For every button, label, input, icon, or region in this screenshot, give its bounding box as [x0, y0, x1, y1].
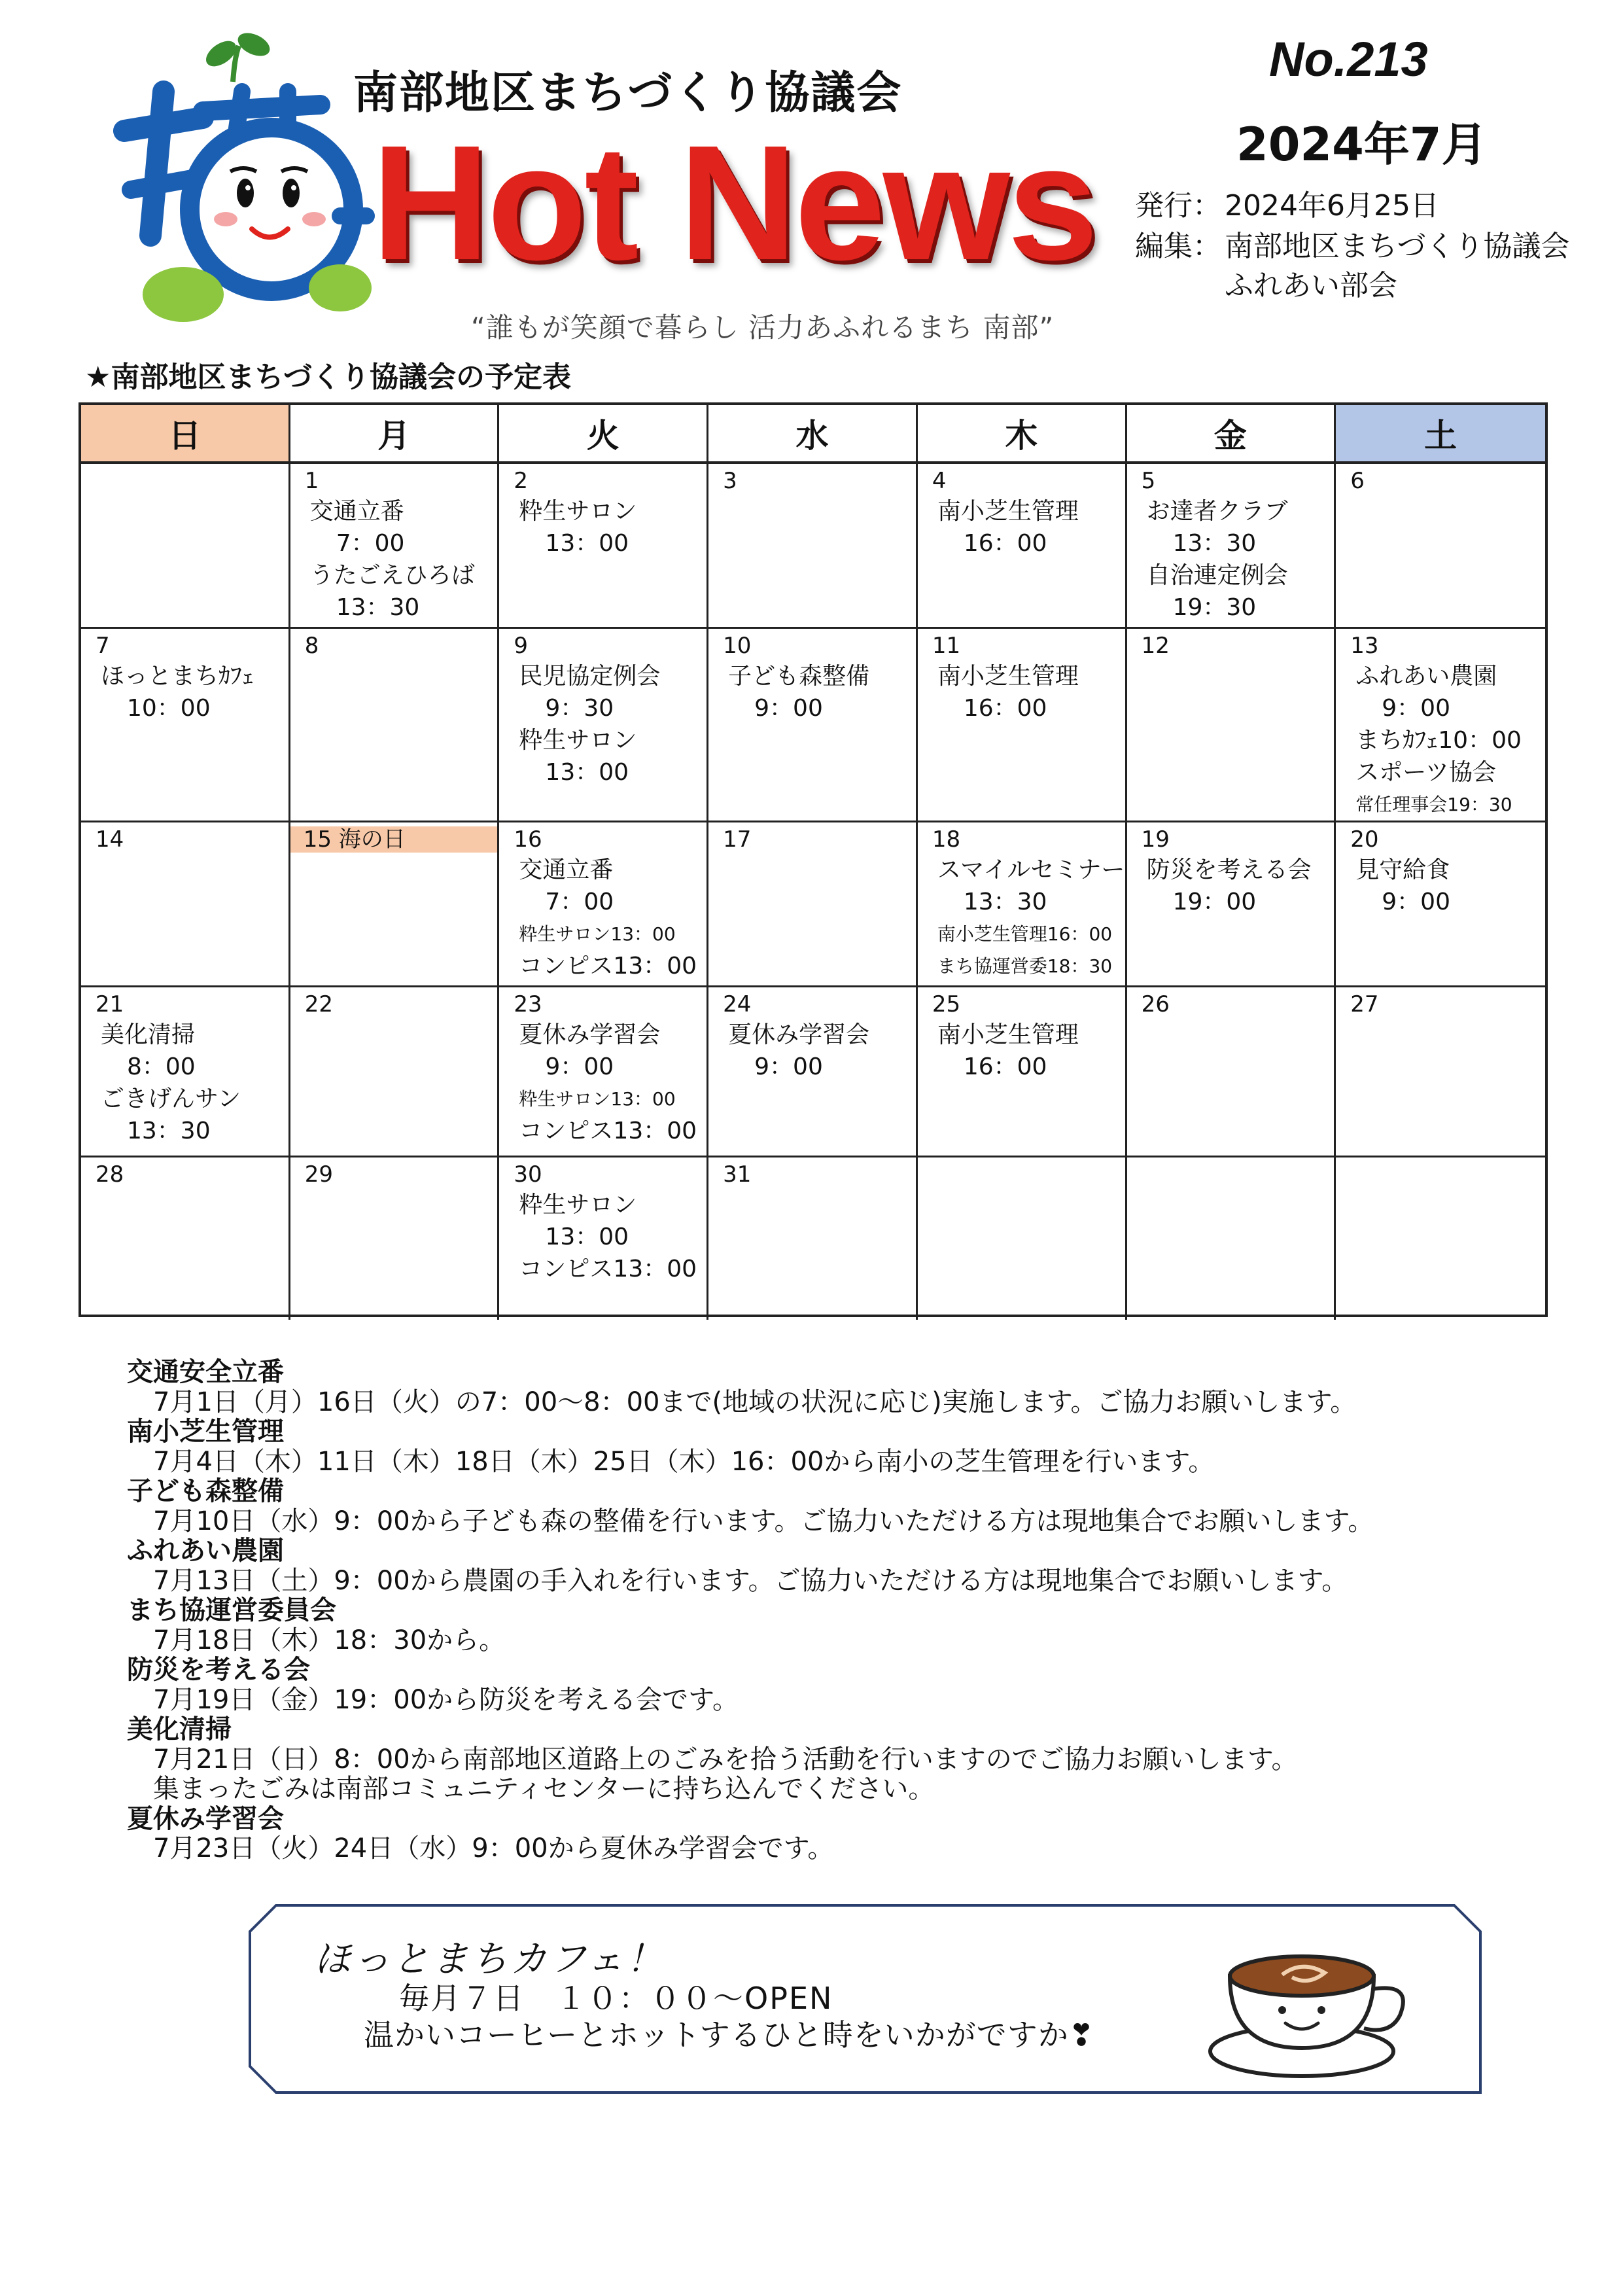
newsletter-title: Hot News — [372, 111, 1096, 294]
day-events — [918, 495, 1125, 559]
calendar-day-cell — [1127, 629, 1336, 822]
calendar-day-cell — [499, 1157, 708, 1320]
day-events — [1127, 854, 1335, 918]
note-title: 子ども森整備 — [127, 1476, 284, 1506]
editor-division: ふれあい部会 — [1225, 269, 1397, 302]
event-name: 常任理事会19：30 — [1355, 794, 1512, 815]
day-number: 28 — [96, 1161, 124, 1188]
editor-label: 編集： — [1135, 230, 1221, 263]
note-title: ふれあい農園 — [127, 1536, 284, 1566]
day-number: 12 — [1141, 633, 1170, 659]
editor-org: 南部地区まちづくり協議会 — [1225, 230, 1570, 263]
calendar-day-cell — [1127, 822, 1336, 987]
event-name: ごきげんサン — [101, 1086, 241, 1112]
event-name: 美化清掃 — [101, 1021, 196, 1048]
holiday-label: 15 海の日 — [290, 826, 498, 853]
weekday-header: 金 — [1127, 405, 1336, 464]
calendar-day-cell — [708, 987, 918, 1157]
calendar-day-cell — [290, 987, 500, 1157]
event-name: スマイルセミナー — [937, 857, 1125, 883]
event-time: 16：00 — [963, 1053, 1047, 1080]
day-number: 23 — [514, 991, 542, 1017]
event-name: 夏休み学習会 — [519, 1021, 661, 1048]
note-body: 7月4日（木）11日（木）18日（木）25日（木）16：00から南小の芝生管理を行います。 — [153, 1446, 1215, 1477]
note-body: 7月10日（水）9：00から子ども森の整備を行います。ご協力いただける方は現地集合でお願いします。 — [153, 1506, 1374, 1536]
event-name: 南小芝生管理 — [937, 498, 1079, 525]
day-number: 10 — [723, 633, 752, 659]
event-name: 粋生サロン — [519, 1192, 637, 1218]
schedule-title: ★南部地区まちづくり協議会の予定表 — [85, 361, 572, 394]
calendar-day-cell — [1336, 629, 1545, 822]
event-time: 9：00 — [754, 695, 823, 722]
day-number: 14 — [96, 826, 124, 853]
weekday-header: 火 — [499, 405, 708, 464]
calendar-day-cell — [81, 822, 290, 987]
calendar-day-cell — [918, 1157, 1127, 1320]
event-name: ほっとまちｶﾌｪ — [101, 663, 254, 690]
calendar-day-cell — [1336, 987, 1545, 1157]
day-events — [918, 854, 1125, 982]
day-number: 30 — [514, 1161, 542, 1188]
calendar-day-cell — [708, 1157, 918, 1320]
day-number: 16 — [514, 826, 542, 853]
day-number: 7 — [96, 633, 110, 659]
day-number: 13 — [1350, 633, 1379, 659]
event-time: 13：30 — [1172, 530, 1257, 557]
calendar-day-cell — [81, 464, 290, 629]
event-name: お達者クラブ — [1146, 498, 1288, 525]
event-name: 粋生サロン — [519, 727, 637, 754]
calendar-day-cell — [918, 464, 1127, 629]
event-time: 8：00 — [127, 1053, 196, 1080]
event-time: 13：30 — [127, 1118, 211, 1144]
calendar-day-cell — [290, 1157, 500, 1320]
day-number: 20 — [1350, 826, 1379, 853]
day-number: 27 — [1350, 991, 1379, 1017]
issue-month: 2024年7月 — [1236, 118, 1488, 171]
event-name: うたごえひろば — [309, 562, 475, 589]
event-time: 16：00 — [963, 695, 1047, 722]
day-events — [81, 660, 288, 724]
calendar-grid — [79, 402, 1548, 1317]
cafe-title: ほっとまちカフェ！ — [314, 1938, 666, 1981]
note-body: 7月1日（月）16日（火）の7：00～8：00まで(地域の状況に応じ)実施します。ご協力お願いします。 — [153, 1386, 1357, 1417]
calendar-day-cell — [708, 464, 918, 629]
note-body: 7月19日（金）19：00から防災を考える会です。 — [153, 1684, 739, 1715]
day-number: 24 — [723, 991, 752, 1017]
day-number: 8 — [304, 633, 319, 659]
calendar-day-cell — [499, 464, 708, 629]
calendar-day-cell — [1127, 987, 1336, 1157]
note-title: 美化清掃 — [127, 1714, 232, 1744]
event-time: 9：00 — [545, 1053, 614, 1080]
calendar-day-cell — [918, 987, 1127, 1157]
day-events — [1336, 660, 1545, 821]
day-number: 25 — [932, 991, 961, 1017]
calendar-day-cell — [1127, 1157, 1336, 1320]
coffee-cup-icon — [1204, 1937, 1420, 2081]
day-number: 9 — [514, 633, 529, 659]
day-number: 3 — [723, 468, 737, 494]
day-events — [290, 495, 498, 624]
day-number: 1 — [304, 468, 319, 494]
cafe-message: 温かいコーヒーとホットするひと時をいかがですか❣ — [364, 2017, 1095, 2053]
event-time: 13：00 — [545, 1224, 629, 1250]
day-number: 29 — [304, 1161, 333, 1188]
event-name: 防災を考える会 — [1146, 857, 1312, 883]
weekday-header: 木 — [918, 405, 1127, 464]
event-time: 9：00 — [1382, 889, 1450, 915]
event-name: 見守給食 — [1355, 857, 1450, 883]
calendar-day-cell — [1336, 822, 1545, 987]
day-number: 11 — [932, 633, 961, 659]
event-name: スポーツ協会 — [1355, 759, 1496, 786]
day-events — [708, 1019, 916, 1083]
note-title: 交通安全立番 — [127, 1357, 284, 1387]
event-time: 16：00 — [963, 530, 1047, 557]
weekday-header: 日 — [81, 405, 290, 464]
event-name: コンピス13：00 — [519, 1256, 697, 1282]
note-title: 南小芝生管理 — [127, 1417, 284, 1447]
calendar-day-cell — [499, 987, 708, 1157]
org-name: 南部地区まちづくり協議会 — [353, 67, 903, 119]
day-number: 5 — [1141, 468, 1156, 494]
event-time: 9：00 — [754, 1053, 823, 1080]
day-number: 17 — [723, 826, 752, 853]
event-name: 交通立番 — [309, 498, 404, 525]
published-date: 2024年6月25日 — [1225, 189, 1439, 222]
calendar-day-cell — [290, 629, 500, 822]
event-time: 19：00 — [1172, 889, 1257, 915]
day-number: 19 — [1141, 826, 1170, 853]
event-time: 13：30 — [336, 594, 420, 621]
calendar-day-cell — [290, 464, 500, 629]
event-name: コンピス13：00 — [519, 953, 697, 980]
note-title: まち協運営委員会 — [127, 1595, 336, 1625]
calendar-day-cell — [499, 629, 708, 822]
calendar-day-cell — [499, 822, 708, 987]
cafe-schedule: 毎月７日 １０：００～OPEN — [399, 1981, 833, 2016]
event-name: 粋生サロン13：00 — [519, 923, 676, 945]
day-number: 18 — [932, 826, 961, 853]
day-events — [499, 660, 707, 788]
calendar-day-cell — [708, 629, 918, 822]
day-number: 6 — [1350, 468, 1365, 494]
day-number: 22 — [304, 991, 333, 1017]
event-name: 夏休み学習会 — [728, 1021, 870, 1048]
mascot-logo-icon — [105, 20, 379, 327]
event-time: 13：30 — [963, 889, 1047, 915]
event-name: 子ども森整備 — [728, 663, 870, 690]
event-time: 7：00 — [336, 530, 405, 557]
calendar-day-cell — [81, 987, 290, 1157]
note-body: 7月23日（火）24日（水）9：00から夏休み学習会です。 — [153, 1833, 834, 1863]
calendar-day-cell — [81, 629, 290, 822]
event-name: 自治連定例会 — [1146, 562, 1288, 589]
day-events — [499, 1019, 707, 1147]
event-name: まちｶﾌｪ10：00 — [1355, 727, 1522, 754]
event-name: 粋生サロン — [519, 498, 637, 525]
note-title: 夏休み学習会 — [127, 1803, 284, 1834]
day-number: 4 — [932, 468, 947, 494]
day-number: 31 — [723, 1161, 752, 1188]
event-name: ふれあい農園 — [1355, 663, 1497, 690]
day-events — [1336, 854, 1545, 918]
day-events — [499, 854, 707, 982]
event-time: 7：00 — [545, 889, 614, 915]
calendar-day-cell — [918, 822, 1127, 987]
event-name: 交通立番 — [519, 857, 614, 883]
event-name: 南小芝生管理16：00 — [937, 923, 1113, 945]
calendar-day-cell — [708, 822, 918, 987]
calendar-day-cell — [1336, 1157, 1545, 1320]
event-time: 13：00 — [545, 530, 629, 557]
day-events — [81, 1019, 288, 1147]
note-body: 7月18日（木）18：30から。 — [153, 1625, 506, 1655]
event-name: コンピス13：00 — [519, 1118, 697, 1144]
event-name: 粋生サロン13：00 — [519, 1088, 676, 1110]
weekday-header: 水 — [708, 405, 918, 464]
calendar-day-cell — [1336, 464, 1545, 629]
event-name: 南小芝生管理 — [937, 663, 1079, 690]
day-events — [708, 660, 916, 724]
day-events — [918, 660, 1125, 724]
issue-number: No.213 — [1269, 32, 1428, 86]
note-body: 7月13日（土）9：00から農園の手入れを行います。ご協力いただける方は現地集合でお願いします。 — [153, 1565, 1348, 1596]
note-body: 集まったごみは南部コミュニティセンターに持ち込んでください。 — [153, 1774, 935, 1804]
event-time: 10：00 — [127, 695, 211, 722]
calendar-day-cell — [290, 822, 500, 987]
slogan: “誰もが笑顔で暮らし 活力あふれるまち 南部” — [471, 311, 1055, 344]
event-name: 民児協定例会 — [519, 663, 661, 690]
weekday-header: 土 — [1336, 405, 1545, 464]
event-time: 19：30 — [1172, 594, 1257, 621]
note-title: 防災を考える会 — [127, 1655, 310, 1685]
event-name: 南小芝生管理 — [937, 1021, 1079, 1048]
event-time: 9：00 — [1382, 695, 1450, 722]
day-events — [918, 1019, 1125, 1083]
calendar-day-cell — [918, 629, 1127, 822]
published-label: 発行： — [1135, 189, 1221, 222]
day-events — [499, 1189, 707, 1285]
note-body: 7月21日（日）8：00から南部地区道路上のごみを拾う活動を行いますのでご協力お願いします。 — [153, 1744, 1298, 1775]
day-number: 21 — [96, 991, 124, 1017]
day-events — [1127, 495, 1335, 624]
event-notes — [127, 1358, 1566, 1864]
day-events — [499, 495, 707, 559]
calendar-day-cell — [81, 1157, 290, 1320]
calendar-day-cell — [1127, 464, 1336, 629]
day-number: 2 — [514, 468, 529, 494]
event-time: 9：30 — [545, 695, 614, 722]
weekday-header: 月 — [290, 405, 500, 464]
event-time: 13：00 — [545, 759, 629, 786]
day-number: 26 — [1141, 991, 1170, 1017]
event-name: まち協運営委18：30 — [937, 955, 1113, 977]
